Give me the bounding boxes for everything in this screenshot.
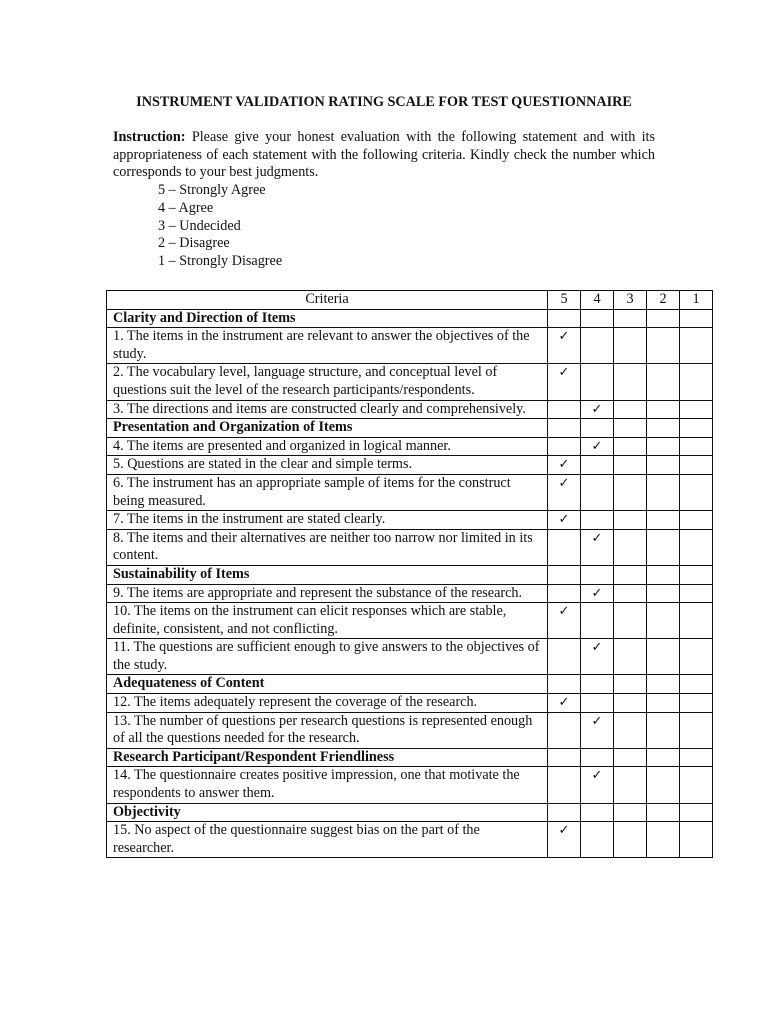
rating-cell-4[interactable] — [581, 364, 614, 400]
rating-cell-2[interactable] — [647, 639, 680, 675]
instruction-label: Instruction: — [113, 129, 186, 145]
rating-cell-5[interactable] — [548, 437, 581, 456]
rating-cell-2[interactable] — [647, 748, 680, 767]
rating-cell-3[interactable] — [614, 309, 647, 328]
rating-cell-1[interactable] — [680, 400, 713, 419]
rating-cell-2[interactable] — [647, 511, 680, 530]
criterion-text: 10. The items on the instrument can elicit responses which are stable, definite, consistent, and not conflicting. — [107, 603, 548, 639]
rating-cell-2[interactable] — [647, 803, 680, 822]
rating-cell-5[interactable] — [548, 748, 581, 767]
rating-cell-2[interactable] — [647, 767, 680, 803]
criterion-text: 9. The items are appropriate and represent the substance of the research. — [107, 584, 548, 603]
criterion-text: 11. The questions are sufficient enough to give answers to the objectives of the study. — [107, 639, 548, 675]
rating-cell-3[interactable] — [614, 437, 647, 456]
rating-cell-3[interactable] — [614, 639, 647, 675]
scale-item-2: 2 – Disagree — [158, 235, 230, 252]
rating-cell-2[interactable] — [647, 565, 680, 584]
rating-cell-1[interactable] — [680, 748, 713, 767]
section-row — [107, 419, 713, 438]
check-icon: ✓ — [591, 400, 603, 416]
criterion-text: 1. The items in the instrument are relevant to answer the objectives of the study. — [107, 328, 548, 364]
rating-cell-5[interactable] — [548, 511, 581, 530]
rating-cell-4[interactable] — [581, 419, 614, 438]
rating-cell-5[interactable] — [548, 328, 581, 364]
table-row — [107, 511, 713, 530]
rating-cell-3[interactable] — [614, 419, 647, 438]
rating-cell-1[interactable] — [680, 639, 713, 675]
rating-cell-2[interactable] — [647, 309, 680, 328]
rating-cell-1[interactable] — [680, 364, 713, 400]
rating-cell-2[interactable] — [647, 456, 680, 475]
section-heading: Research Participant/Respondent Friendliness — [107, 748, 548, 767]
criterion-text: 6. The instrument has an appropriate sample of items for the construct being measured. — [107, 474, 548, 510]
rating-cell-4[interactable] — [581, 400, 614, 419]
table-row — [107, 474, 713, 510]
rating-cell-5[interactable] — [548, 639, 581, 675]
rating-cell-3[interactable] — [614, 822, 647, 858]
table-row — [107, 364, 713, 400]
scale-item-3: 3 – Undecided — [158, 217, 241, 234]
check-icon: ✓ — [558, 511, 570, 527]
rating-cell-5[interactable] — [548, 529, 581, 565]
rating-cell-5[interactable] — [548, 675, 581, 694]
criterion-text: 8. The items and their alternatives are neither too narrow nor limited in its content. — [107, 529, 548, 565]
rating-cell-5[interactable] — [548, 712, 581, 748]
rating-cell-5[interactable] — [548, 603, 581, 639]
criterion-text: 5. Questions are stated in the clear and simple terms. — [107, 456, 548, 475]
rating-cell-1[interactable] — [680, 675, 713, 694]
table-header-row — [107, 291, 713, 310]
scale-item-1: 1 – Strongly Disagree — [158, 253, 283, 270]
criterion-text: 3. The directions and items are constructed clearly and comprehensively. — [107, 400, 548, 419]
rating-cell-5[interactable] — [548, 309, 581, 328]
rating-cell-5[interactable] — [548, 767, 581, 803]
rating-cell-1[interactable] — [680, 456, 713, 475]
rating-cell-4[interactable] — [581, 712, 614, 748]
rating-cell-4[interactable] — [581, 767, 614, 803]
check-icon: ✓ — [558, 364, 570, 380]
rating-cell-4[interactable] — [581, 565, 614, 584]
rating-cell-2[interactable] — [647, 437, 680, 456]
rating-table — [106, 290, 713, 858]
rating-cell-1[interactable] — [680, 511, 713, 530]
rating-cell-1[interactable] — [680, 529, 713, 565]
rating-cell-3[interactable] — [614, 511, 647, 530]
rating-cell-3[interactable] — [614, 474, 647, 510]
table-row — [107, 437, 713, 456]
rating-cell-2[interactable] — [647, 694, 680, 713]
rating-cell-2[interactable] — [647, 400, 680, 419]
check-icon: ✓ — [558, 603, 570, 619]
section-heading: Sustainability of Items — [107, 565, 548, 584]
check-icon: ✓ — [591, 529, 603, 545]
criterion-text: 2. The vocabulary level, language structure, and conceptual level of questions suit the level of the research participants/respondents. — [107, 364, 548, 400]
rating-cell-1[interactable] — [680, 309, 713, 328]
rating-cell-4[interactable] — [581, 437, 614, 456]
rating-cell-3[interactable] — [614, 328, 647, 364]
table-row — [107, 584, 713, 603]
header-rating-1: 1 — [680, 291, 713, 310]
instruction-text: Please give your honest evaluation with the following statement and with its appropriateness of each statement with the following criteria. Kindly check the number which corresponds to your best judgments. — [113, 129, 655, 181]
rating-cell-5[interactable] — [548, 584, 581, 603]
rating-cell-2[interactable] — [647, 603, 680, 639]
rating-cell-1[interactable] — [680, 694, 713, 713]
check-icon: ✓ — [558, 822, 570, 838]
rating-cell-2[interactable] — [647, 822, 680, 858]
criterion-text: 7. The items in the instrument are stated clearly. — [107, 511, 548, 530]
table-row — [107, 639, 713, 675]
check-icon: ✓ — [591, 639, 603, 655]
header-criteria: Criteria — [107, 291, 548, 310]
rating-cell-2[interactable] — [647, 419, 680, 438]
header-rating-2: 2 — [647, 291, 680, 310]
instruction-paragraph — [113, 129, 655, 182]
rating-cell-3[interactable] — [614, 603, 647, 639]
rating-cell-4[interactable] — [581, 584, 614, 603]
rating-cell-4[interactable] — [581, 694, 614, 713]
rating-cell-2[interactable] — [647, 474, 680, 510]
rating-cell-3[interactable] — [614, 584, 647, 603]
rating-cell-5[interactable] — [548, 419, 581, 438]
rating-cell-2[interactable] — [647, 529, 680, 565]
rating-cell-3[interactable] — [614, 803, 647, 822]
criterion-text: 4. The items are presented and organized in logical manner. — [107, 437, 548, 456]
rating-cell-4[interactable] — [581, 511, 614, 530]
rating-cell-1[interactable] — [680, 419, 713, 438]
rating-cell-4[interactable] — [581, 639, 614, 675]
rating-cell-4[interactable] — [581, 675, 614, 694]
check-icon: ✓ — [558, 456, 570, 472]
rating-cell-4[interactable] — [581, 309, 614, 328]
rating-cell-3[interactable] — [614, 767, 647, 803]
rating-cell-4[interactable] — [581, 474, 614, 510]
rating-cell-2[interactable] — [647, 675, 680, 694]
section-row — [107, 565, 713, 584]
rating-cell-2[interactable] — [647, 584, 680, 603]
table-row — [107, 456, 713, 475]
header-rating-4: 4 — [581, 291, 614, 310]
rating-cell-5[interactable] — [548, 364, 581, 400]
rating-cell-5[interactable] — [548, 400, 581, 419]
check-icon: ✓ — [558, 474, 570, 490]
criterion-text: 14. The questionnaire creates positive impression, one that motivate the respondents to answer them. — [107, 767, 548, 803]
rating-cell-4[interactable] — [581, 748, 614, 767]
scale-item-4: 4 – Agree — [158, 199, 214, 216]
section-row — [107, 803, 713, 822]
rating-cell-2[interactable] — [647, 328, 680, 364]
rating-cell-3[interactable] — [614, 675, 647, 694]
rating-cell-3[interactable] — [614, 694, 647, 713]
check-icon: ✓ — [591, 437, 603, 453]
rating-cell-1[interactable] — [680, 803, 713, 822]
rating-cell-5[interactable] — [548, 456, 581, 475]
header-rating-3: 3 — [614, 291, 647, 310]
rating-cell-1[interactable] — [680, 767, 713, 803]
rating-cell-3[interactable] — [614, 456, 647, 475]
section-row — [107, 309, 713, 328]
check-icon: ✓ — [558, 694, 570, 710]
section-heading: Adequateness of Content — [107, 675, 548, 694]
rating-cell-4[interactable] — [581, 822, 614, 858]
table-row — [107, 822, 713, 858]
rating-cell-4[interactable] — [581, 603, 614, 639]
table-row — [107, 603, 713, 639]
page-title: INSTRUMENT VALIDATION RATING SCALE FOR TEST QUESTIONNAIRE — [136, 94, 632, 110]
rating-cell-5[interactable] — [548, 565, 581, 584]
rating-cell-5[interactable] — [548, 694, 581, 713]
rating-cell-3[interactable] — [614, 565, 647, 584]
rating-cell-2[interactable] — [647, 712, 680, 748]
section-heading: Clarity and Direction of Items — [107, 309, 548, 328]
section-heading: Presentation and Organization of Items — [107, 419, 548, 438]
rating-cell-4[interactable] — [581, 529, 614, 565]
check-icon: ✓ — [591, 584, 603, 600]
rating-cell-1[interactable] — [680, 474, 713, 510]
table-row — [107, 400, 713, 419]
rating-cell-3[interactable] — [614, 529, 647, 565]
rating-cell-3[interactable] — [614, 400, 647, 419]
rating-cell-3[interactable] — [614, 364, 647, 400]
rating-scale-legend — [158, 182, 282, 271]
rating-cell-3[interactable] — [614, 748, 647, 767]
rating-cell-2[interactable] — [647, 364, 680, 400]
rating-cell-4[interactable] — [581, 456, 614, 475]
criterion-text: 13. The number of questions per research questions is represented enough of all the questions needed for the research. — [107, 712, 548, 748]
rating-cell-4[interactable] — [581, 803, 614, 822]
check-icon: ✓ — [591, 767, 603, 783]
rating-cell-1[interactable] — [680, 328, 713, 364]
table-row — [107, 712, 713, 748]
rating-cell-1[interactable] — [680, 437, 713, 456]
rating-cell-5[interactable] — [548, 474, 581, 510]
criterion-text: 15. No aspect of the questionnaire suggest bias on the part of the researcher. — [107, 822, 548, 858]
table-row — [107, 529, 713, 565]
check-icon: ✓ — [558, 328, 570, 344]
rating-cell-1[interactable] — [680, 822, 713, 858]
criterion-text: 12. The items adequately represent the coverage of the research. — [107, 694, 548, 713]
table-row — [107, 328, 713, 364]
rating-cell-1[interactable] — [680, 712, 713, 748]
check-icon: ✓ — [591, 712, 603, 728]
section-row — [107, 675, 713, 694]
rating-cell-4[interactable] — [581, 328, 614, 364]
header-rating-5: 5 — [548, 291, 581, 310]
section-row — [107, 748, 713, 767]
rating-cell-1[interactable] — [680, 565, 713, 584]
scale-item-5: 5 – Strongly Agree — [158, 182, 266, 198]
table-row — [107, 694, 713, 713]
rating-cell-5[interactable] — [548, 822, 581, 858]
rating-cell-1[interactable] — [680, 584, 713, 603]
rating-cell-1[interactable] — [680, 603, 713, 639]
table-row — [107, 767, 713, 803]
rating-cell-5[interactable] — [548, 803, 581, 822]
section-heading: Objectivity — [107, 803, 548, 822]
rating-cell-3[interactable] — [614, 712, 647, 748]
